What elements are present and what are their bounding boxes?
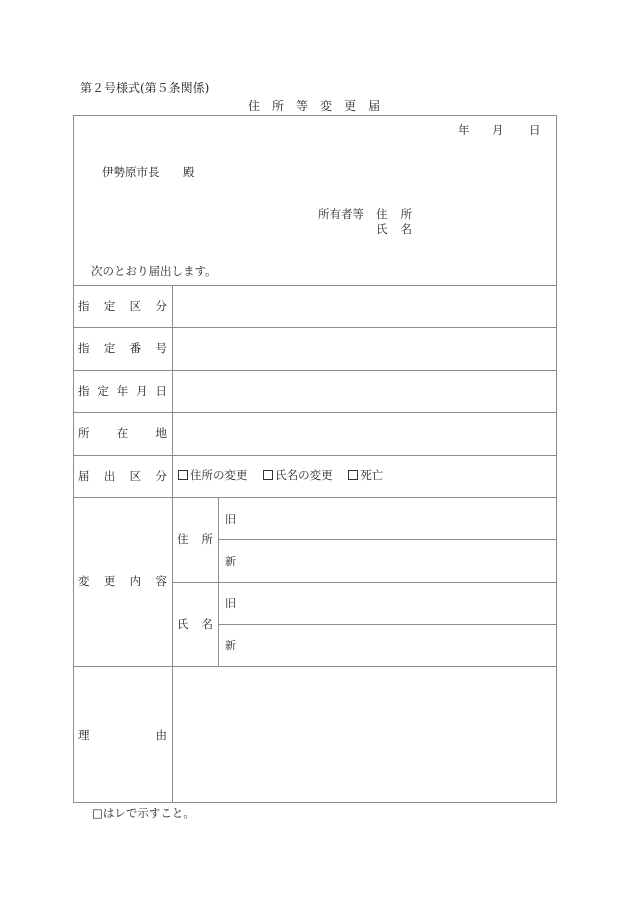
label-char: 更 [103,574,116,588]
label-char: 理 [78,728,90,742]
label-char: 容 [155,574,167,588]
label-char: 区 [129,299,142,313]
label-char: 号 [155,341,167,355]
label-char: 出 [103,469,116,483]
label-char: 届 [78,469,90,483]
option-address-change[interactable] [178,468,248,482]
change-address-label [177,534,213,546]
label-char: 所 [201,532,213,546]
new-name-label: 新 [225,639,236,652]
option-label: 氏名の変更 [275,468,333,482]
footnote: □はレで示すこと。 [92,806,195,820]
old-address-field[interactable] [240,498,556,539]
designation-number-label [78,343,167,355]
divider [73,455,557,456]
location-label [78,428,167,440]
new-address-field[interactable] [240,540,556,582]
checkbox-icon[interactable] [263,470,273,480]
change-name-label [177,619,213,631]
designation-number-field[interactable] [173,328,556,370]
title-char: 更 [344,99,357,113]
date-year-field[interactable] [470,122,492,138]
date-year-label: 年 [458,123,470,137]
label-char: 指 [78,341,90,355]
checkbox-icon[interactable] [348,470,358,480]
label-char: 名 [201,617,213,631]
label-char: 定 [103,299,116,313]
label-char: 由 [155,728,167,742]
label-char: 氏 [177,617,189,631]
title-char: 届 [368,99,381,113]
title-char: 変 [320,99,333,113]
applicant-name-label [376,224,412,236]
label-char: 指 [78,299,90,313]
label-char: 名 [400,222,412,236]
title-char: 所 [272,99,285,113]
label-char: 所 [400,207,412,221]
label-char: 地 [155,426,167,440]
label-char: 定 [103,341,116,355]
option-death[interactable] [348,468,383,482]
applicant-address-field[interactable] [416,205,552,221]
label-char: 番 [129,341,142,355]
title-char: 等 [296,99,309,113]
label-char: 氏 [376,222,388,236]
label-char: 在 [116,426,129,440]
date-month-field[interactable] [504,122,528,138]
option-label: 死亡 [360,468,384,482]
label-char: 変 [78,574,90,588]
designation-date-label [78,386,167,398]
label-char: 分 [155,469,167,483]
applicant-address-label [376,209,412,221]
label-char: 住 [376,207,388,221]
label-char: 日 [155,384,167,398]
option-name-change[interactable] [263,468,333,482]
applicant-name-field[interactable] [416,220,552,236]
label-char: 所 [78,426,90,440]
option-label: 住所の変更 [190,468,248,482]
label-char: 内 [129,574,142,588]
notification-type-options [178,470,395,482]
intro-text: 次のとおり届出します。 [91,264,217,278]
label-char: 住 [177,532,189,546]
label-char: 定 [97,384,109,398]
designation-category-field[interactable] [173,286,556,327]
new-address-label: 新 [225,555,236,568]
addressee-honorific: 殿 [183,165,195,179]
notification-type-label [78,471,167,483]
date-day-label: 日 [529,123,541,137]
label-char: 年 [116,384,129,398]
location-field[interactable] [173,413,556,455]
checkbox-icon[interactable] [178,470,188,480]
label-char: 分 [155,299,167,313]
label-char: 指 [78,384,90,398]
form-number: 第２号様式(第５条関係) [80,81,210,95]
label-char: 区 [129,469,142,483]
label-char: 月 [136,384,148,398]
title-char: 住 [248,99,261,113]
old-name-field[interactable] [240,583,556,624]
change-details-label [78,576,167,588]
new-name-field[interactable] [240,625,556,666]
old-address-label: 旧 [225,513,236,526]
column-divider [218,497,219,666]
addressee-name: 伊勢原市長 [102,165,160,179]
date-month-label: 月 [492,123,504,137]
reason-field[interactable] [173,667,556,802]
applicant-role: 所有者等 [318,207,364,221]
old-name-label: 旧 [225,597,236,610]
reason-label [78,730,167,742]
form-title [248,100,380,112]
designation-category-label [78,301,167,313]
designation-date-field[interactable] [173,371,556,412]
